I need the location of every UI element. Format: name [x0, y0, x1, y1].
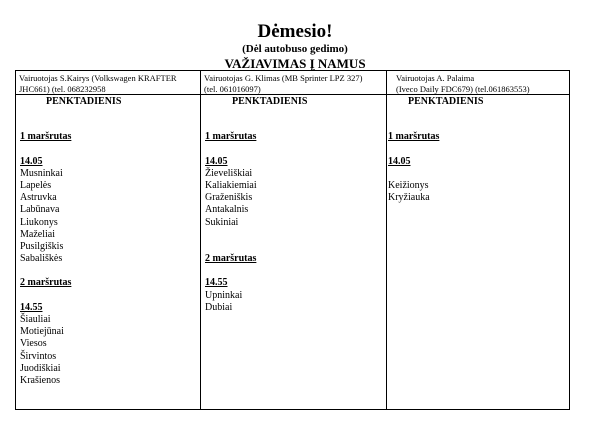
spacer	[205, 229, 257, 241]
departure-time: 14.05	[20, 155, 43, 167]
stop-name: Graženiškis	[205, 192, 253, 204]
spacer	[388, 119, 439, 131]
stop-name: Labūnava	[20, 204, 60, 216]
column-divider	[200, 71, 201, 409]
route-heading: 1 maršrutas	[20, 131, 72, 143]
departure-time: 14.05	[388, 155, 411, 167]
route-heading: 2 maršrutas	[205, 253, 257, 265]
driver-line-1: Vairuotojas G. Klimas (MB Sprinter LPZ 327)	[204, 73, 363, 83]
driver-line-2: JHC661) (tel. 068232958	[19, 83, 106, 94]
stop-name: Pusilgiškis	[20, 240, 64, 252]
stop-name: Motiejūnai	[20, 326, 64, 338]
header-divider	[16, 94, 569, 95]
stop-name: Kryžiauka	[388, 192, 430, 204]
stop-name: Juodiškiai	[20, 362, 61, 374]
stop-name: Maželiai	[20, 228, 55, 240]
heading-suffix: NAMUS	[314, 56, 366, 71]
day-label: PENKTADIENIS	[46, 96, 122, 107]
driver-info	[392, 71, 567, 94]
spacer	[205, 241, 257, 253]
stop-name: Žieveliškiai	[205, 167, 253, 179]
spacer	[20, 119, 71, 131]
notice-subtitle: (Dėl autobuso gedimo)	[242, 43, 348, 55]
stop-name: Musninkai	[20, 167, 63, 179]
stop-name: Upninkai	[205, 289, 243, 301]
column-divider	[386, 71, 387, 409]
driver-info	[204, 71, 384, 94]
stop-name: Širvintos	[20, 350, 57, 362]
stop-name: Astruvka	[20, 192, 57, 204]
route-heading: 2 maršrutas	[20, 277, 72, 289]
spacer	[20, 265, 71, 277]
stop-name: Sukiniai	[205, 216, 239, 228]
stop-name: Šiauliai	[20, 314, 51, 325]
departure-time: 14.55	[20, 301, 43, 313]
stop-name: Krašienos	[20, 374, 60, 386]
stop-name: Kaliakiemiai	[205, 179, 257, 191]
day-label: PENKTADIENIS	[408, 96, 484, 107]
stop-name: Keižionys	[388, 179, 429, 191]
notice-title: Dėmesio!	[257, 21, 333, 42]
spacer	[205, 265, 257, 277]
heading-underlined: Į	[309, 56, 315, 71]
spacer	[388, 143, 439, 155]
departure-time: 14.05	[205, 155, 228, 167]
stop-name: Sabališkės	[20, 253, 63, 265]
driver-column-2	[204, 71, 384, 313]
driver-line-1: Vairuotojas A. Palaima	[396, 73, 475, 83]
spacer	[20, 290, 71, 302]
route-list	[388, 119, 439, 204]
spacer	[205, 119, 257, 131]
driver-line-2: (tel. 061016097)	[204, 83, 261, 94]
route-list	[20, 119, 71, 387]
schedule-table	[15, 70, 570, 410]
notice-heading	[0, 56, 590, 71]
stop-name: Dubiai	[205, 301, 233, 313]
driver-column-1	[19, 71, 199, 386]
stop-name: Liukonys	[20, 216, 58, 228]
spacer	[20, 143, 71, 155]
route-heading: 1 maršrutas	[388, 131, 440, 143]
driver-line-2: (Iveco Daily FDC679) (tel.061863553)	[396, 83, 530, 94]
heading-prefix: VAŽIAVIMAS	[224, 56, 310, 71]
stop-name: Viesos	[20, 338, 47, 350]
spacer	[388, 168, 439, 180]
driver-line-1: Vairuotojas S.Kairys (Volkswagen KRAFTER	[19, 73, 177, 83]
route-heading: 1 maršrutas	[205, 131, 257, 143]
day-label: PENKTADIENIS	[232, 96, 308, 107]
driver-column-3	[388, 71, 567, 204]
departure-time: 14.55	[205, 277, 228, 289]
spacer	[205, 143, 257, 155]
stop-name: Antakalnis	[205, 204, 249, 216]
route-list	[205, 119, 257, 314]
stop-name: Lapelės	[20, 179, 52, 191]
driver-info	[19, 71, 199, 94]
